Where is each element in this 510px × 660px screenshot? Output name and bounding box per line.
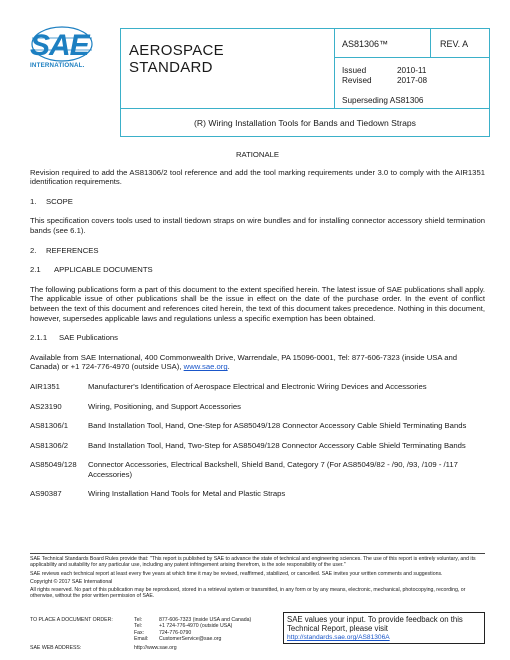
web-value[interactable]: http://www.sae.org bbox=[134, 645, 177, 651]
reference-title: Band Installation Tool, Hand, Two-Step for AS85049/128 Connector Accessory Cable Shield Terminating Bands bbox=[88, 440, 466, 450]
issued-label: Issued bbox=[342, 66, 367, 75]
reference-id: AS85049/128 bbox=[30, 460, 77, 470]
web-label: SAE WEB ADDRESS: bbox=[30, 645, 82, 651]
reference-id: AS81306/1 bbox=[30, 421, 69, 431]
section-number: 2. bbox=[30, 245, 37, 255]
standard-type-cell bbox=[121, 29, 335, 109]
availability-body: Available from SAE International, 400 Commonwealth Drive, Warrendale, PA 15096-0001, Tel: 877-606-7323 (inside USA and Canada) or +1 724-776-4970 (outside USA), bbox=[30, 352, 458, 372]
order-label: TO PLACE A DOCUMENT ORDER: bbox=[30, 617, 113, 623]
logo-wordmark: SAE bbox=[30, 29, 89, 62]
availability-text bbox=[30, 353, 485, 372]
reference-entry bbox=[30, 402, 485, 412]
section-heading-sae-publications bbox=[30, 333, 485, 343]
revision-label: REV. A bbox=[431, 29, 489, 58]
reference-title: Manufacturer's Identification of Aerospace Electrical and Electronic Wiring Devices and Accessories bbox=[88, 381, 427, 391]
feedback-text: SAE values your input. To provide feedback on this Technical Report, please visit bbox=[287, 615, 463, 633]
availability-end: . bbox=[227, 362, 230, 372]
contact-key: Fax: bbox=[134, 629, 145, 636]
title-line-1: AEROSPACE bbox=[129, 42, 224, 59]
reference-entry bbox=[30, 382, 485, 392]
reference-id: AIR1351 bbox=[30, 381, 60, 391]
reference-title: Connector Accessories, Electrical Backshell, Shield Band, Category 7 (For AS85049/82 - /90, /93, /109 - /117 Accessories) bbox=[88, 460, 458, 479]
contact-key: Email: bbox=[134, 635, 149, 642]
feedback-link[interactable]: http://standards.sae.org/AS81306A bbox=[287, 634, 390, 641]
section-title: SAE Publications bbox=[59, 333, 118, 343]
document-body bbox=[30, 150, 485, 509]
reference-id: AS81306/2 bbox=[30, 440, 69, 450]
reference-title: Wiring Installation Hand Tools for Metal and Plastic Straps bbox=[88, 489, 286, 499]
contact-key: Tel: bbox=[134, 617, 143, 623]
section-heading-scope bbox=[30, 197, 485, 207]
reference-title: Band Installation Tool, Hand, One-Step for AS85049/128 Connector Accessory Cable Shield Terminating Bands bbox=[88, 421, 467, 431]
reference-id: AS90387 bbox=[30, 489, 62, 499]
document-number: AS81306™ bbox=[335, 29, 431, 58]
section-heading-applicable bbox=[30, 265, 485, 275]
reference-entry bbox=[30, 460, 485, 479]
contact-value: +1 724-776-4970 (outside USA) bbox=[159, 623, 233, 630]
section-number: 1. bbox=[30, 196, 37, 206]
web-address-row bbox=[30, 645, 177, 651]
section-title: REFERENCES bbox=[46, 245, 99, 255]
contact-key: Tel: bbox=[134, 623, 143, 630]
revised-value: 2017-08 bbox=[397, 76, 428, 85]
section-number: 2.1.1 bbox=[30, 333, 48, 343]
rationale-heading: RATIONALE bbox=[235, 150, 279, 159]
section-title: SCOPE bbox=[46, 196, 73, 206]
rationale-text: Revision required to add the AS81306/2 tool reference and add the tool marking requirements under 3.0 to comply with the AIR1351 identification requirements. bbox=[30, 167, 485, 187]
reference-entry bbox=[30, 421, 485, 431]
section-number: 2.1 bbox=[30, 265, 41, 275]
superseding-text: Superseding AS81306 bbox=[342, 96, 424, 105]
contact-value: CustomerService@sae.org bbox=[159, 635, 222, 642]
feedback-box bbox=[283, 612, 485, 644]
reference-entry bbox=[30, 489, 485, 499]
applicable-text: The following publications form a part of this document to the extent specified herein. The latest issue of SAE publications shall apply. The applicable issue of other publications shall be the issue in effect on the date of the purchase order. In the event of conflict between the text of this document and references cited herein, the text of this document takes precedence. Nothing in this document, however, supersedes applicable laws and regulations unless a specific exemption has been obtained. bbox=[30, 284, 485, 323]
section-heading-references bbox=[30, 246, 485, 256]
legal-footer bbox=[30, 556, 485, 602]
reference-id: AS23190 bbox=[30, 401, 62, 411]
footer-disclaimer: SAE Technical Standards Board Rules provide that: "This report is published by SAE to advance the state of technical and engineering sciences. The use of this report is entirely voluntary, and its applicability and suitability for any particular use, including any patent infringement arising therefrom, is the sole responsibility of the user." bbox=[30, 556, 476, 569]
sae-website-link[interactable]: www.sae.org bbox=[183, 362, 228, 372]
reference-title: Wiring, Positioning, and Support Accessories bbox=[88, 401, 241, 411]
revised-label: Revised bbox=[342, 76, 372, 85]
standard-type bbox=[129, 42, 224, 76]
contact-value: 724-776-0790 bbox=[159, 629, 192, 636]
footer-rights: All rights reserved. No part of this publication may be reproduced, stored in a retrieval system or transmitted, in any form or by any means, electronic, mechanical, photocopying, recording, or otherwise, without the prior written permission of SAE. bbox=[30, 587, 466, 600]
title-line-2: STANDARD bbox=[129, 59, 213, 76]
order-info bbox=[30, 617, 290, 642]
document-title: (R) Wiring Installation Tools for Bands and Tiedown Straps bbox=[194, 118, 416, 128]
logo-subtext: INTERNATIONAL. bbox=[30, 62, 85, 69]
section-title: APPLICABLE DOCUMENTS bbox=[54, 265, 153, 275]
contact-value: 877-606-7323 (inside USA and Canada) bbox=[159, 617, 252, 623]
footer-review-note: SAE reviews each technical report at least every five years at which time it may be revised, reaffirmed, stabilized, or cancelled. SAE invites your written comments and suggestions. bbox=[30, 570, 443, 577]
document-header bbox=[120, 28, 490, 137]
footer-copyright: Copyright © 2017 SAE International bbox=[30, 578, 113, 585]
reference-entry bbox=[30, 441, 485, 451]
issue-dates bbox=[335, 58, 489, 109]
footer-divider bbox=[30, 553, 485, 554]
issued-value: 2010-11 bbox=[397, 66, 427, 75]
scope-text: This specification covers tools used to install tiedown straps on wire bundles and for installing connector accessory shield termination bands (see 6.1). bbox=[30, 216, 485, 235]
